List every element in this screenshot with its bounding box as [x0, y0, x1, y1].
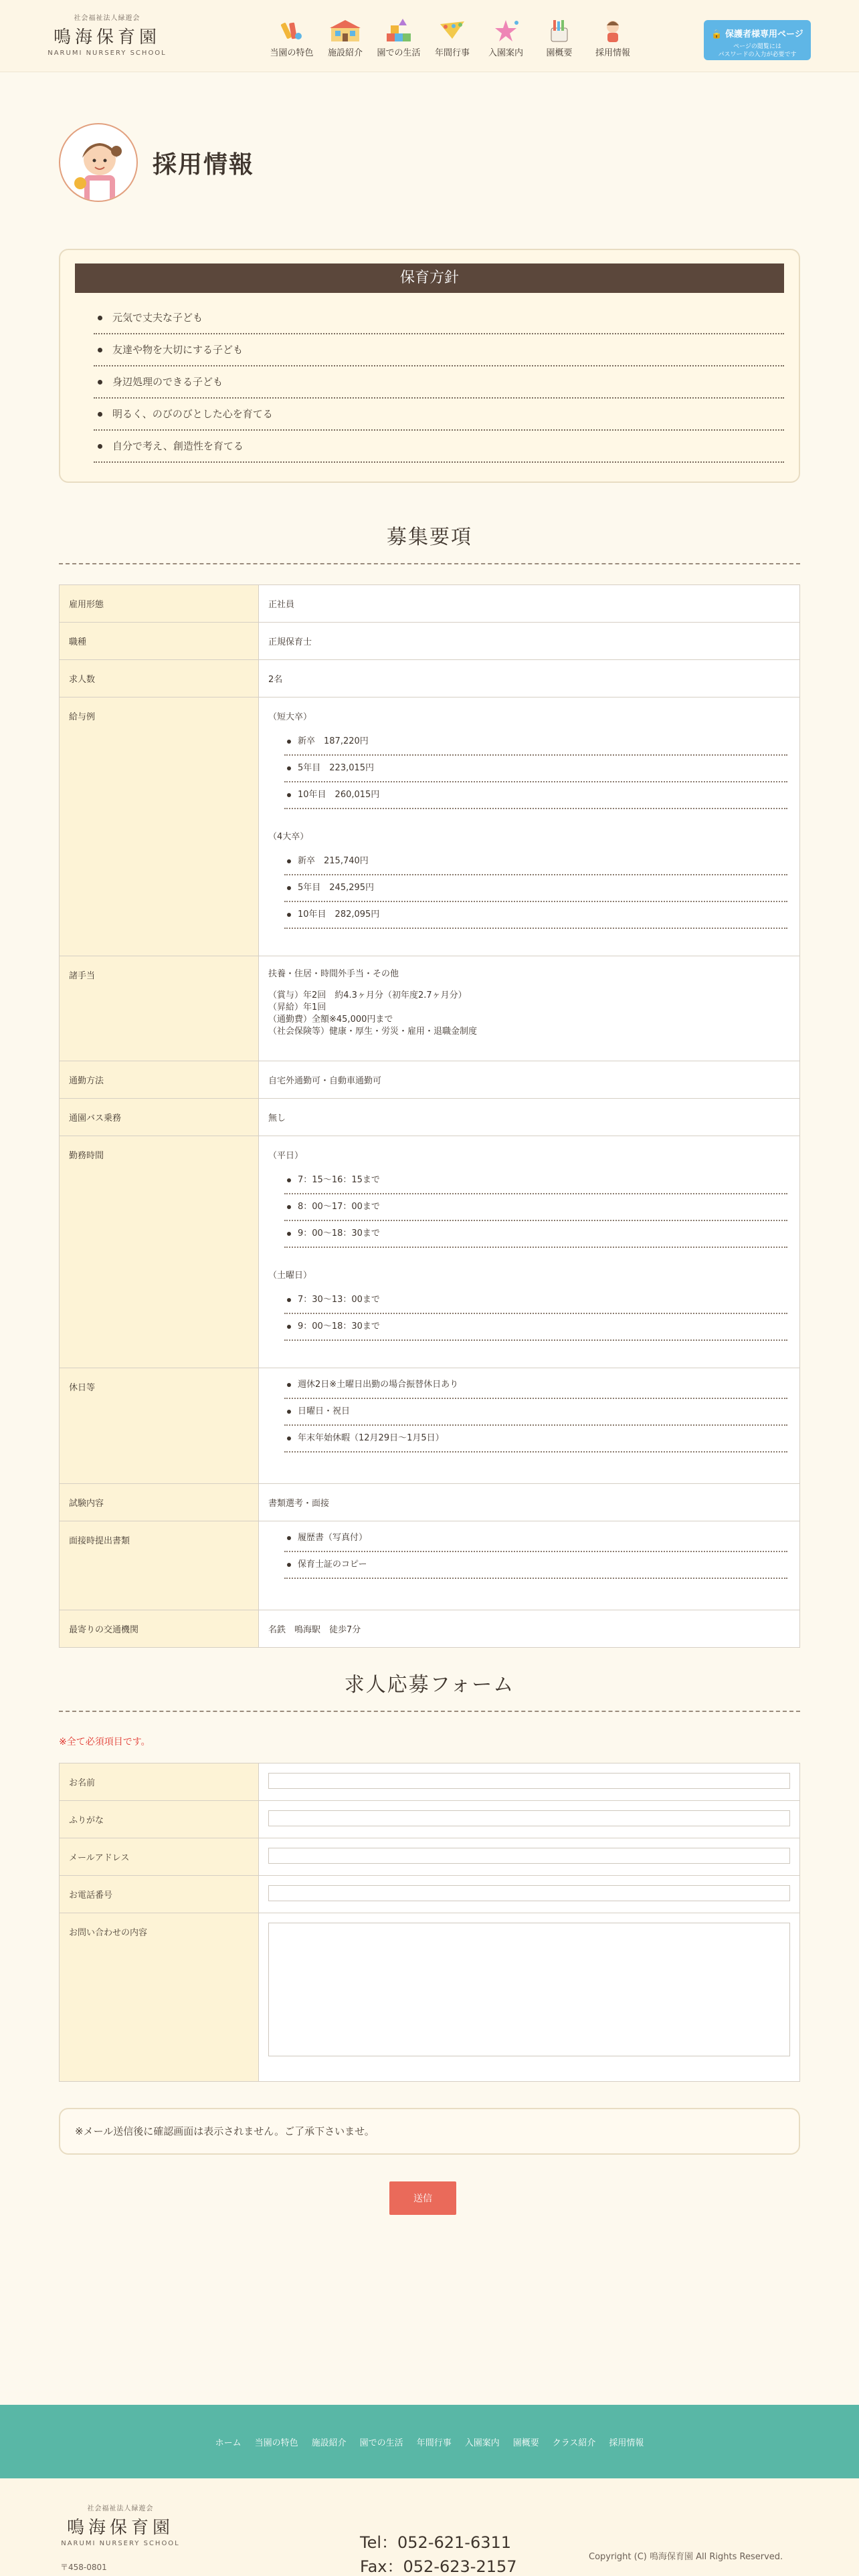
recruit-title: 募集要項	[59, 520, 800, 564]
lock-icon: 🔒	[711, 29, 723, 39]
footer-link-features[interactable]: 当園の特色	[254, 2438, 298, 2448]
footer-link-recruit[interactable]: 採用情報	[609, 2438, 644, 2448]
footer-link-overview[interactable]: 園概要	[512, 2438, 539, 2448]
application-form	[59, 1763, 800, 2082]
row-value: 正社員	[259, 585, 800, 623]
allowance-main: 扶養・住居・時間外手当・その他	[268, 969, 399, 979]
field-cell	[259, 1801, 800, 1838]
allowance-insurance: （社会保険等）健康・厚生・労災・雇用・退職金制度	[268, 1027, 478, 1037]
main-nav	[268, 19, 642, 58]
form-title: 求人応募フォーム	[59, 1668, 800, 1712]
submit-button[interactable]: 送信	[389, 2181, 456, 2215]
nav-label: 園での生活	[377, 48, 421, 58]
logo-name: 鳴海保育園	[53, 27, 161, 47]
field-cell	[259, 1876, 800, 1913]
footer-link-daily-life[interactable]: 園での生活	[359, 2438, 403, 2448]
recruit-table	[59, 584, 800, 1648]
list-item: 9：00〜18：30まで	[284, 1221, 787, 1248]
nav-item-features[interactable]	[268, 19, 316, 58]
row-label: 諸手当	[60, 956, 259, 1061]
docs-cell	[259, 1521, 800, 1610]
list-item: 年末年始休暇（12月29日〜1月5日）	[284, 1426, 787, 1453]
list-item: 5年目 245,295円	[284, 875, 787, 902]
row-label: 通勤方法	[60, 1061, 259, 1099]
table-row	[60, 1099, 800, 1136]
site-footer	[0, 2478, 859, 2576]
form-row	[60, 1763, 800, 1801]
field-label: お電話番号	[60, 1876, 259, 1913]
saturday-list	[284, 1287, 787, 1341]
row-label: 雇用形態	[60, 585, 259, 623]
page-heading	[59, 123, 254, 202]
row-value: 書類選考・面接	[259, 1484, 800, 1521]
list-item: 友達や物を大切にする子ども	[94, 334, 784, 366]
field-cell	[259, 1913, 800, 2082]
required-note: ※全て必須項目です。	[59, 1737, 151, 1747]
nav-label: 当園の特色	[270, 48, 314, 58]
nav-label: 園概要	[546, 48, 573, 58]
row-label: 求人数	[60, 660, 259, 697]
list-item: 日曜日・祝日	[284, 1399, 787, 1426]
footer-nav	[0, 2405, 859, 2478]
footer-logo-name: 鳴海保育園	[66, 2518, 174, 2538]
footer-logo-org: 社会福祉法人緑遊会	[87, 2505, 154, 2512]
notice-box: ※メール送信後に確認画面は表示されません。ご了承下さいませ。	[59, 2108, 800, 2155]
footer-link-facilities[interactable]: 施設紹介	[311, 2438, 347, 2448]
field-label: メールアドレス	[60, 1838, 259, 1876]
site-header	[0, 0, 859, 72]
row-label: 面接時提出書類	[60, 1521, 259, 1610]
table-row	[60, 697, 800, 956]
list-item: 新卒 215,740円	[284, 849, 787, 875]
list-item: 9：00〜18：30まで	[284, 1314, 787, 1341]
table-row	[60, 1368, 800, 1484]
salary-junior-list	[284, 729, 787, 809]
salary-univ-title: （4大卒）	[268, 832, 309, 842]
list-item: 元気で丈夫な子ども	[94, 302, 784, 334]
field-label: お問い合わせの内容	[60, 1913, 259, 2082]
child-icon	[598, 19, 628, 43]
list-item: 保育士証のコピー	[284, 1552, 787, 1579]
kana-input[interactable]	[268, 1810, 790, 1826]
table-row	[60, 585, 800, 623]
logo-en: NARUMI NURSERY SCHOOL	[47, 49, 167, 57]
list-item: 7：15〜16：15まで	[284, 1168, 787, 1194]
table-row	[60, 1484, 800, 1521]
footer-link-events[interactable]: 年間行事	[416, 2438, 452, 2448]
policy-list	[94, 302, 784, 463]
list-item: 自分で考え、創造性を育てる	[94, 431, 784, 463]
teacher-avatar	[59, 123, 138, 202]
footer-contact	[360, 2531, 517, 2576]
docs-list	[284, 1525, 787, 1579]
weekday-title: （平日）	[268, 1151, 304, 1161]
table-row	[60, 623, 800, 660]
nav-label: 入園案内	[488, 48, 523, 58]
nav-item-admission[interactable]	[482, 19, 530, 58]
footer-link-admission[interactable]: 入園案内	[464, 2438, 500, 2448]
list-item: 10年目 260,015円	[284, 782, 787, 809]
row-value: 2名	[259, 660, 800, 697]
field-label: お名前	[60, 1763, 259, 1801]
parent-page-button[interactable]	[704, 20, 811, 60]
list-item: 履歴書（写真付）	[284, 1525, 787, 1552]
pencils-icon	[545, 19, 574, 43]
table-row	[60, 956, 800, 1061]
parent-page-title	[704, 27, 811, 39]
field-cell	[259, 1838, 800, 1876]
row-value: 名鉄 鳴海駅 徒歩7分	[259, 1610, 800, 1648]
row-label: 職種	[60, 623, 259, 660]
sparkle-icon	[491, 19, 520, 43]
field-cell	[259, 1763, 800, 1801]
hours-cell	[259, 1136, 800, 1368]
policy-box	[59, 249, 800, 483]
table-row	[60, 1610, 800, 1648]
list-item: 8：00〜17：00まで	[284, 1194, 787, 1221]
row-label: 通園バス乗務	[60, 1099, 259, 1136]
footer-copyright: Copyright (C) 鳴海保育園 All Rights Reserved.	[589, 2552, 783, 2562]
site-logo[interactable]	[47, 12, 167, 57]
list-item: 週休2日※土曜日出勤の場合振替休日あり	[284, 1372, 787, 1399]
weekday-list	[284, 1168, 787, 1248]
row-label: 給与例	[60, 697, 259, 956]
list-item: 明るく、のびのびとした心を育てる	[94, 399, 784, 431]
row-value: 無し	[259, 1099, 800, 1136]
salary-univ-list	[284, 849, 787, 929]
row-label: 最寄りの交通機関	[60, 1610, 259, 1648]
table-row	[60, 1521, 800, 1610]
footer-logo[interactable]	[60, 2502, 181, 2547]
footer-tel: Tel：052-621-6311	[360, 2533, 512, 2552]
footer-fax: Fax：052-623-2157	[360, 2557, 517, 2576]
footer-link-classes[interactable]: クラス紹介	[552, 2438, 596, 2448]
allowance-bonus: （賞与）年2回 約4.3ヶ月分（初年度2.7ヶ月分）	[268, 990, 467, 1000]
building-icon	[327, 19, 363, 43]
allowance-commute: （通勤費）全額※45,000円まで	[268, 1014, 393, 1025]
salary-junior-title: （短大卒）	[268, 712, 312, 722]
crayon-icon	[278, 19, 305, 43]
form-row	[60, 1838, 800, 1876]
list-item: 新卒 187,220円	[284, 729, 787, 756]
name-input[interactable]	[268, 1773, 790, 1789]
parent-page-title-text: 保護者様専用ページ	[725, 29, 803, 39]
nav-item-daily-life[interactable]	[375, 19, 423, 58]
row-label: 勤務時間	[60, 1136, 259, 1368]
nav-label: 施設紹介	[327, 48, 363, 58]
field-label: ふりがな	[60, 1801, 259, 1838]
nav-label: 年間行事	[434, 48, 470, 58]
form-row	[60, 1913, 800, 2082]
email-input[interactable]	[268, 1848, 790, 1864]
phone-input[interactable]	[268, 1885, 790, 1901]
blocks-icon	[384, 19, 413, 43]
policy-title: 保育方針	[75, 263, 784, 293]
list-item: 身辺処理のできる子ども	[94, 366, 784, 399]
footer-logo-en: NARUMI NURSERY SCHOOL	[61, 2540, 180, 2547]
footer-link-home[interactable]: ホーム	[215, 2438, 242, 2448]
nav-item-overview[interactable]	[535, 19, 583, 58]
nav-label: 採用情報	[595, 48, 630, 58]
logo-org: 社会福祉法人緑遊会	[74, 15, 140, 22]
form-row	[60, 1876, 800, 1913]
row-label: 試験内容	[60, 1484, 259, 1521]
allowance-cell	[259, 956, 800, 1061]
flag-icon	[438, 19, 467, 43]
message-textarea[interactable]	[268, 1923, 790, 2056]
allowance-raise: （昇給）年1回	[268, 1002, 326, 1012]
form-row	[60, 1801, 800, 1838]
row-value: 正規保育士	[259, 623, 800, 660]
parent-page-note: ページの閲覧には パスワードの入力が必要です	[718, 43, 797, 58]
saturday-title: （土曜日）	[268, 1271, 312, 1281]
table-row	[60, 1136, 800, 1368]
table-row	[60, 660, 800, 697]
holiday-list	[284, 1372, 787, 1453]
nav-item-events[interactable]	[428, 19, 476, 58]
row-label: 休日等	[60, 1368, 259, 1484]
salary-cell	[259, 697, 800, 956]
footer-zip: 〒458-0801	[60, 2563, 107, 2572]
row-value: 自宅外通勤可・自動車通勤可	[259, 1061, 800, 1099]
list-item: 7：30〜13：00まで	[284, 1287, 787, 1314]
list-item: 10年目 282,095円	[284, 902, 787, 929]
table-row	[60, 1061, 800, 1099]
list-item: 5年目 223,015円	[284, 756, 787, 782]
page-title: 採用情報	[153, 150, 255, 179]
nav-item-facilities[interactable]	[321, 19, 369, 58]
holiday-cell	[259, 1368, 800, 1484]
nav-item-recruit[interactable]	[589, 19, 637, 58]
